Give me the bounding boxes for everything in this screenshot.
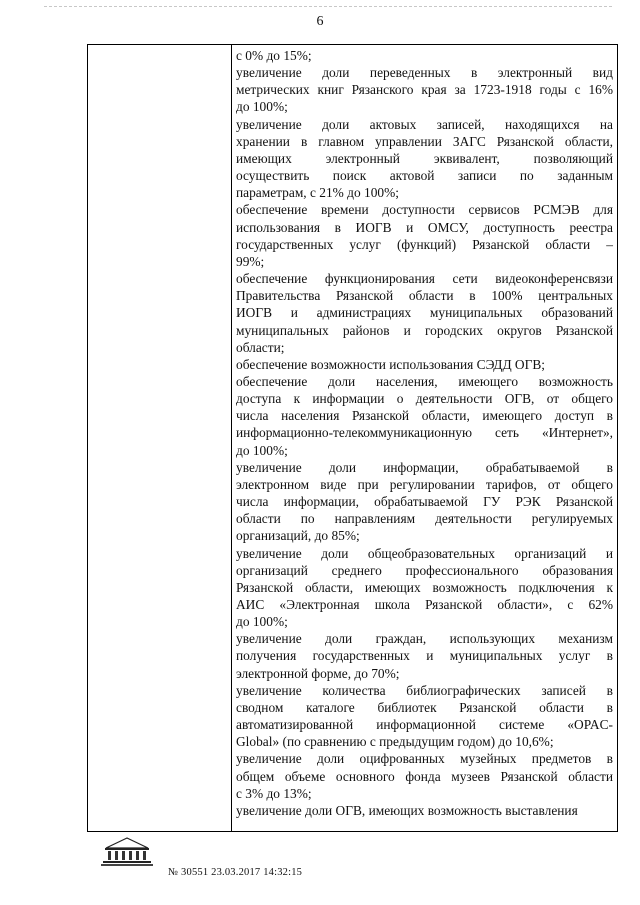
list-item [236,116,613,202]
text-line: увеличение количества библиографических записей в [236,682,613,698]
text-line: до 100%; [236,442,288,458]
text-line: числа населения Рязанской области, имеющего доступ в [236,408,613,424]
text-line: Global» (по сравнению с предыдущим годом) до 10,6%; [236,734,554,750]
list-item [236,64,613,115]
text-line: обеспечение времени доступности сервисов РСМЭВ для [236,202,613,218]
text-line: электронном виде при регулировании тарифов, от общего [236,476,613,492]
text-line: сводном каталоге библиотек Рязанской области в [236,699,613,715]
document-stamp: № 30551 23.03.2017 14:32:15 [168,867,303,878]
text-line: хранении в главном управлении ЗАГС Рязанской области, [236,133,613,149]
right-cell [232,45,617,831]
text-line: увеличение доли ОГВ, имеющих возможность выставления [236,802,578,818]
text-line: Рязанской области, имеющих возможность подключения к [236,579,613,595]
text-line: общем объеме основного фонда музеев Рязанской области [236,768,613,784]
text-line: с 3% до 13%; [236,785,312,801]
list-item [236,630,613,681]
list-item [236,47,613,64]
text-line: имеющих электронный эквивалент, позволяющий [236,150,613,166]
text-line: параметрам, с 21% до 100%; [236,185,399,201]
text-line: муниципальных районов и городских округов Рязанской [236,322,613,338]
text-line: до 100%; [236,99,288,115]
text-line: увеличение доли граждан, использующих механизм [236,631,613,647]
text-line: увеличение доли актовых записей, находящихся на [236,116,613,132]
text-line: доступа к информации о деятельности ОГВ, от общего [236,391,613,407]
text-line: с 0% до 15%; [236,48,312,63]
text-line: получения государственных и муниципальных услуг в [236,648,613,664]
text-line: 99%; [236,253,265,269]
text-line: увеличение доли оцифрованных музейных предметов в [236,751,613,767]
text-line: обеспечение функционирования сети видеоконференсвязи [236,271,613,287]
text-line: метрических книг Рязанского края за 1723-1918 годы с 16% [236,82,613,98]
text-line: до 100%; [236,614,288,630]
text-line: области; [236,339,285,355]
text-line: информационно-телекоммуникационную сеть «Интернет», [236,425,613,441]
text-line: организаций среднего профессионального образования [236,562,613,578]
document-table [87,44,618,832]
text-line: области по направлениям деятельности регулируемых [236,511,613,527]
text-line: государственных услуг (функций) Рязанской области – [236,236,613,252]
list-item [236,459,613,545]
list-item [236,270,613,356]
text-line: ИОГВ и администрациях муниципальных образований [236,305,613,321]
list-item [236,802,613,819]
text-line: увеличение доли общеобразовательных организаций и [236,545,613,561]
government-building-logo-icon [98,836,156,868]
text-line: обеспечение доли населения, имеющего возможность [236,373,613,389]
text-line: осуществить поиск актовой записи по заданным [236,168,613,184]
text-line: электронной форме, до 70%; [236,665,400,681]
list-item [236,356,613,373]
list-item [236,373,613,459]
text-line: АИС «Электронная школа Рязанской области», с 62% [236,597,613,612]
text-line: увеличение доли переведенных в электронный вид [236,65,613,81]
text-line: обеспечение возможности использования СЭДД ОГВ; [236,356,545,372]
text-line: числа информации, обрабатываемой ГУ РЭК Рязанской [236,494,613,510]
list-item [236,545,613,631]
text-line: автоматизированной информационной системе «OPAC- [236,717,613,733]
list-item [236,682,613,751]
text-line: увеличение доли информации, обрабатываемой в [236,459,613,475]
list-item [236,201,613,270]
top-scan-line [44,6,612,7]
page-number: 6 [316,14,324,29]
text-line: использования в ИОГВ и ОМСУ, доступность реестра [236,219,613,235]
text-line: Правительства Рязанской области в 100% центральных [236,288,613,304]
list-item [236,750,613,801]
text-line: организаций, до 85%; [236,528,360,544]
